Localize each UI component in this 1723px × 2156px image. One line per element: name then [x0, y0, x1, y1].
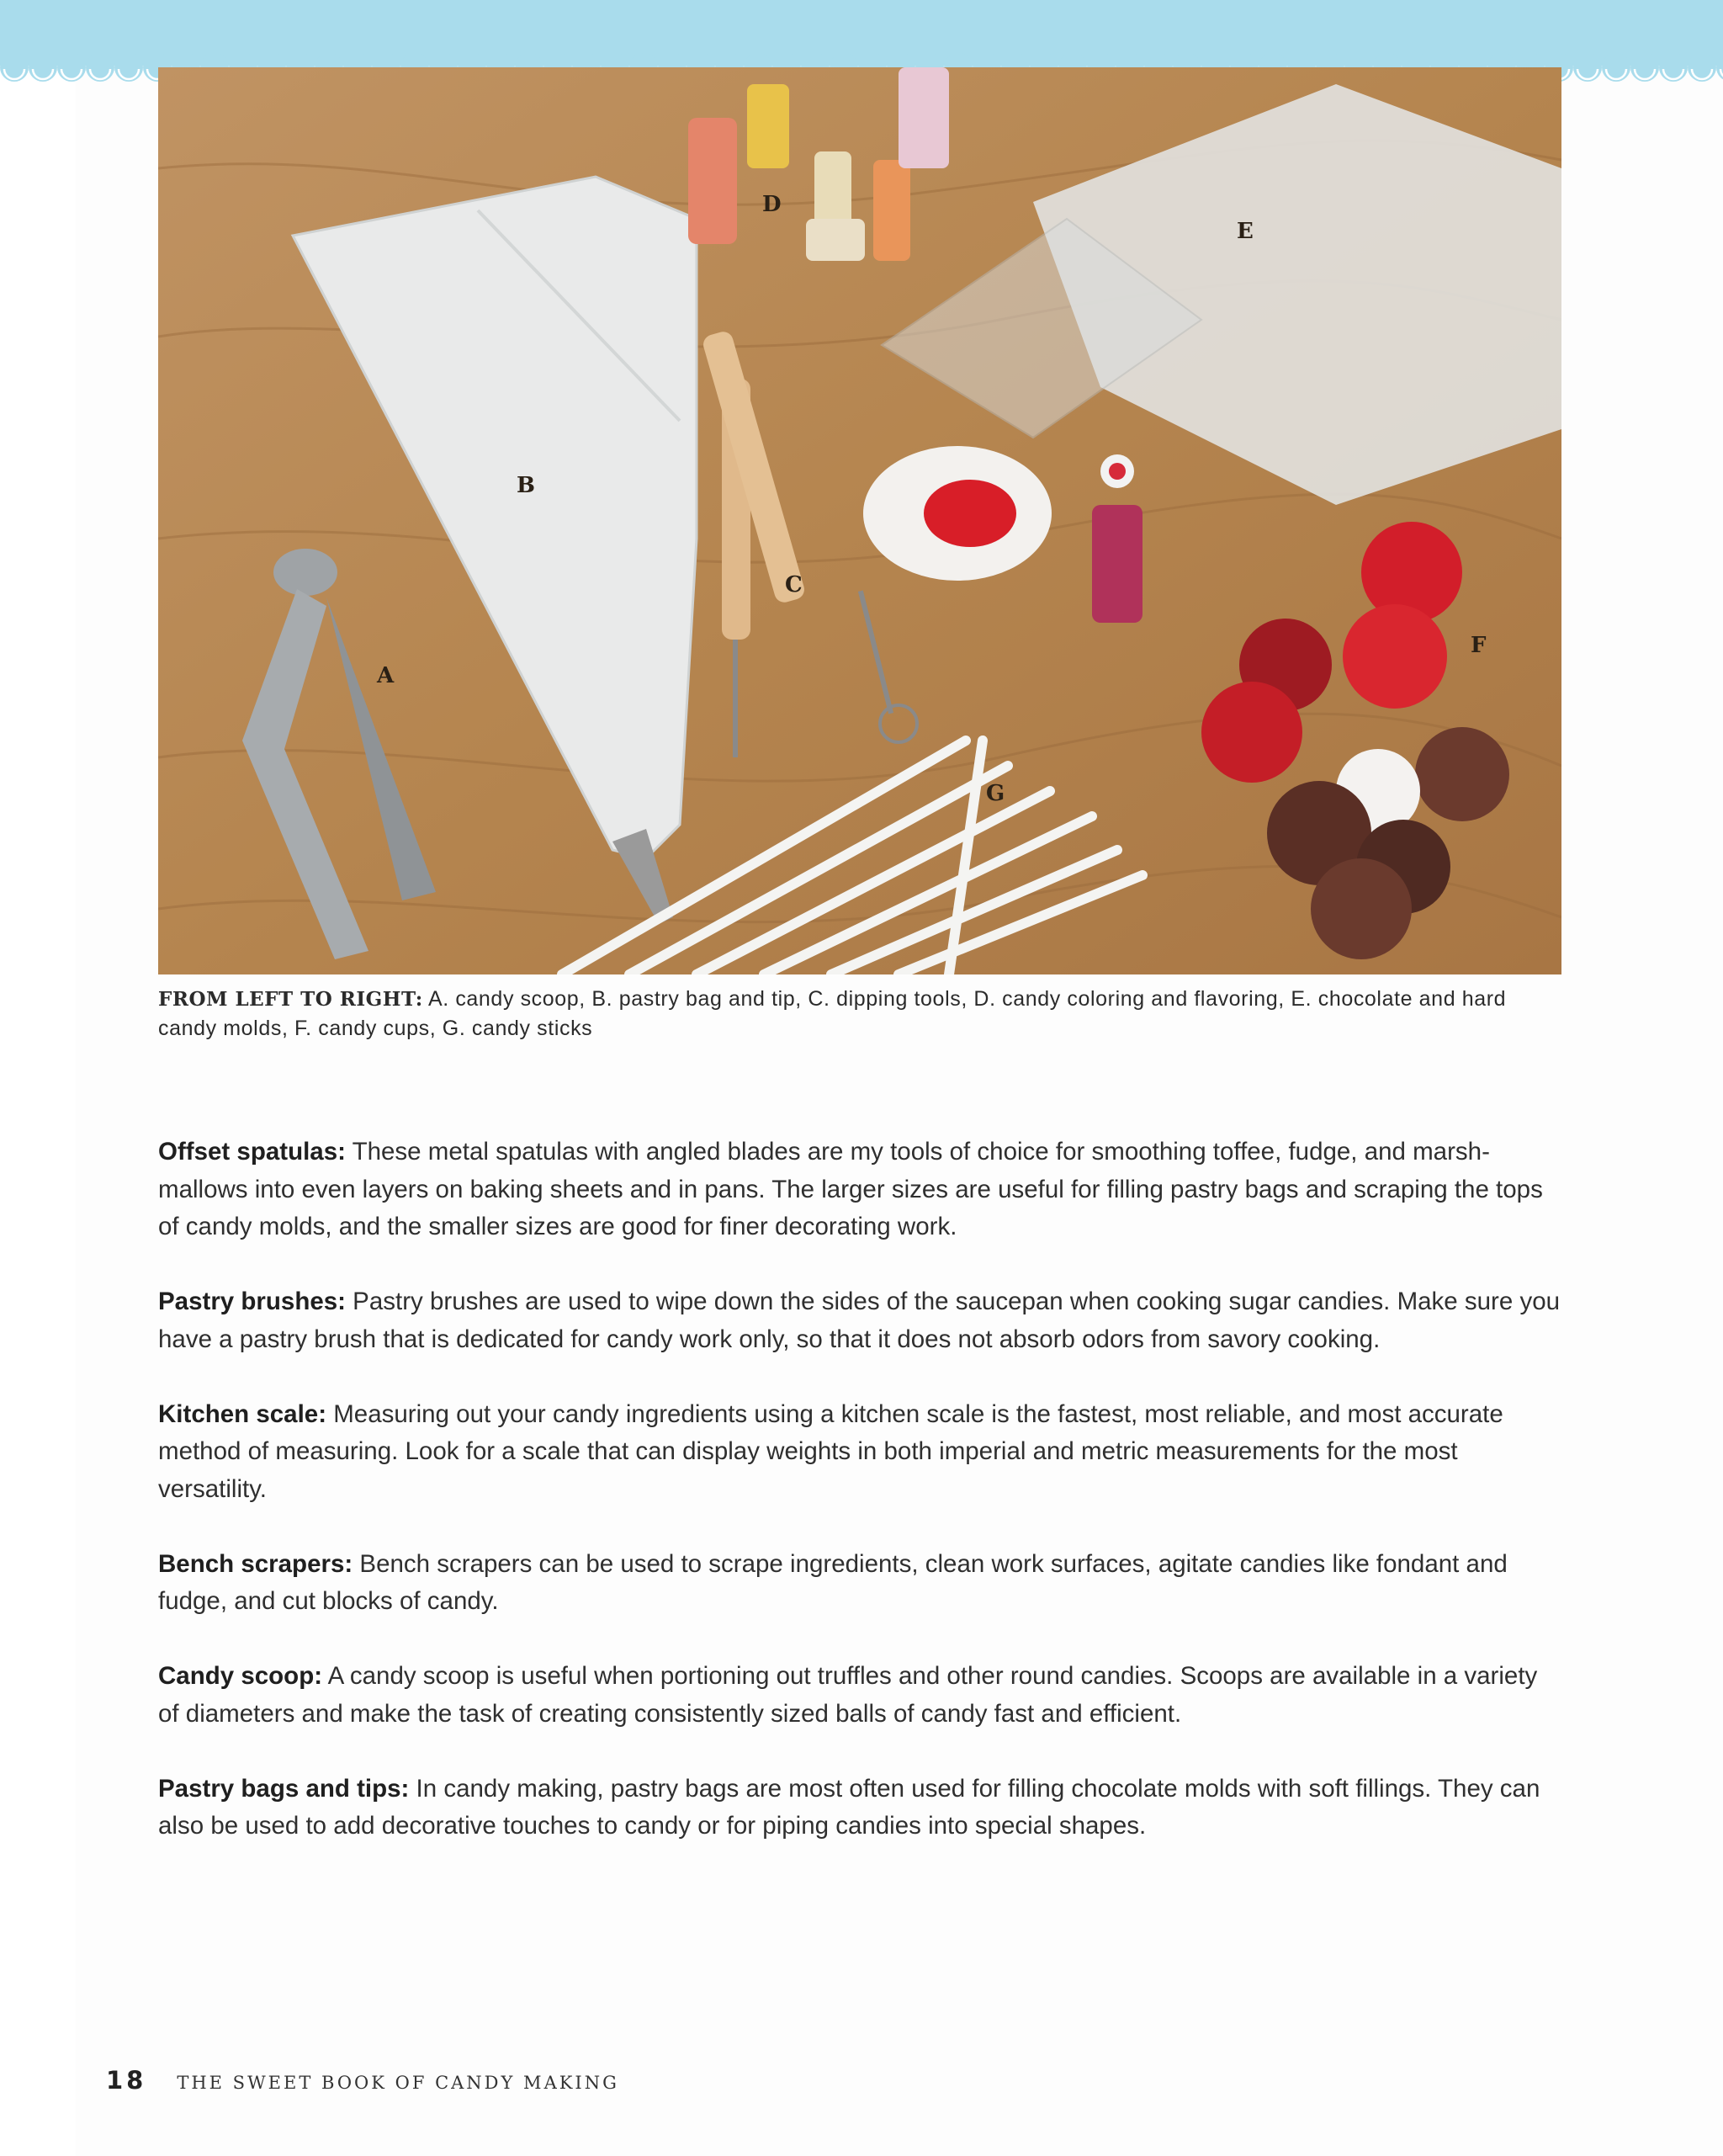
scallop	[29, 53, 57, 82]
photo-label-d: D	[762, 192, 782, 217]
term-candy-scoop: Candy scoop:	[158, 1662, 323, 1690]
scallop	[1573, 53, 1602, 82]
photo-caption	[158, 985, 1555, 1043]
term-pastry-bags: Pastry bags and tips:	[158, 1774, 410, 1803]
term-offset-spatulas: Offset spatulas:	[158, 1138, 346, 1166]
text-offset-spatulas: These metal spatulas with angled blades are my tools of choice for smoothing toffee, fudge, and marshmallows into even layers on baking sheets and in pans. The larger sizes are useful for filling pastry bags and scraping the tops of candy molds, and the smaller sizes are good for finer decorating work.	[158, 1138, 1543, 1240]
paragraph-bench-scrapers	[158, 1546, 1565, 1621]
text-pastry-brushes: Pastry brushes are used to wipe down the sides of the saucepan when cooking sugar candies. Make sure you have a pastry brush that is dedicated for candy work only, so that it does not absorb odors from savory cooking.	[158, 1288, 1561, 1353]
caption-text: A. candy scoop, B. pastry bag and tip, C. dipping tools, D. candy coloring and flavoring, E. chocolate and hard candy molds, F. candy cups, G. candy sticks	[158, 987, 1507, 1040]
photo-label-g: G	[986, 781, 1005, 806]
term-bench-scrapers: Bench scrapers:	[158, 1549, 353, 1578]
text-kitchen-scale: Measuring out your candy ingredients using a kitchen scale is the fastest, most reliable, and most accurate method of measuring. Look for a scale that can display weights in both imperial and metric measurements for the most versatility.	[158, 1399, 1503, 1503]
page-margin	[0, 0, 76, 2156]
scallop	[86, 53, 114, 82]
scallop	[114, 53, 143, 82]
text-pastry-bags: In candy making, pastry bags are most often used for filling chocolate molds with soft fillings. They can also be used to add decorative touches to candy or for piping candies into special shapes.	[158, 1774, 1540, 1840]
scallop	[1659, 53, 1688, 82]
paragraph-kitchen-scale	[158, 1396, 1565, 1509]
scallop	[1688, 53, 1716, 82]
photo-label-f: F	[1471, 633, 1487, 658]
scallop	[0, 53, 29, 82]
term-kitchen-scale: Kitchen scale:	[158, 1399, 327, 1428]
scallop	[1630, 53, 1659, 82]
paragraph-offset-spatulas	[158, 1134, 1565, 1246]
photo-label-b: B	[517, 473, 535, 498]
text-bench-scrapers: Bench scrapers can be used to scrape ingredients, clean work surfaces, agitate candies like fondant and fudge, and cut blocks of candy.	[158, 1549, 1508, 1615]
photo-label-c: C	[785, 572, 803, 597]
page-footer	[106, 2066, 619, 2100]
scallop	[57, 53, 86, 82]
paragraph-pastry-brushes	[158, 1283, 1565, 1358]
body-text	[158, 1134, 1565, 1883]
paragraph-pastry-bags	[158, 1771, 1565, 1845]
text-candy-scoop: A candy scoop is useful when portioning out truffles and other round candies. Scoops are available in a variety of diameters and make the task of creating consistently sized balls of candy fast and efficient.	[158, 1662, 1538, 1728]
paragraph-candy-scoop	[158, 1658, 1565, 1733]
caption-lead: FROM LEFT TO RIGHT:	[158, 988, 423, 1011]
photo-label-a: A	[377, 663, 395, 688]
term-pastry-brushes: Pastry brushes:	[158, 1288, 346, 1315]
candy-tools-photo	[158, 67, 1561, 974]
scallop	[1602, 53, 1630, 82]
page-number: 18	[106, 2066, 147, 2095]
photo-label-e: E	[1237, 219, 1254, 244]
running-title: THE SWEET BOOK OF CANDY MAKING	[177, 2073, 619, 2093]
